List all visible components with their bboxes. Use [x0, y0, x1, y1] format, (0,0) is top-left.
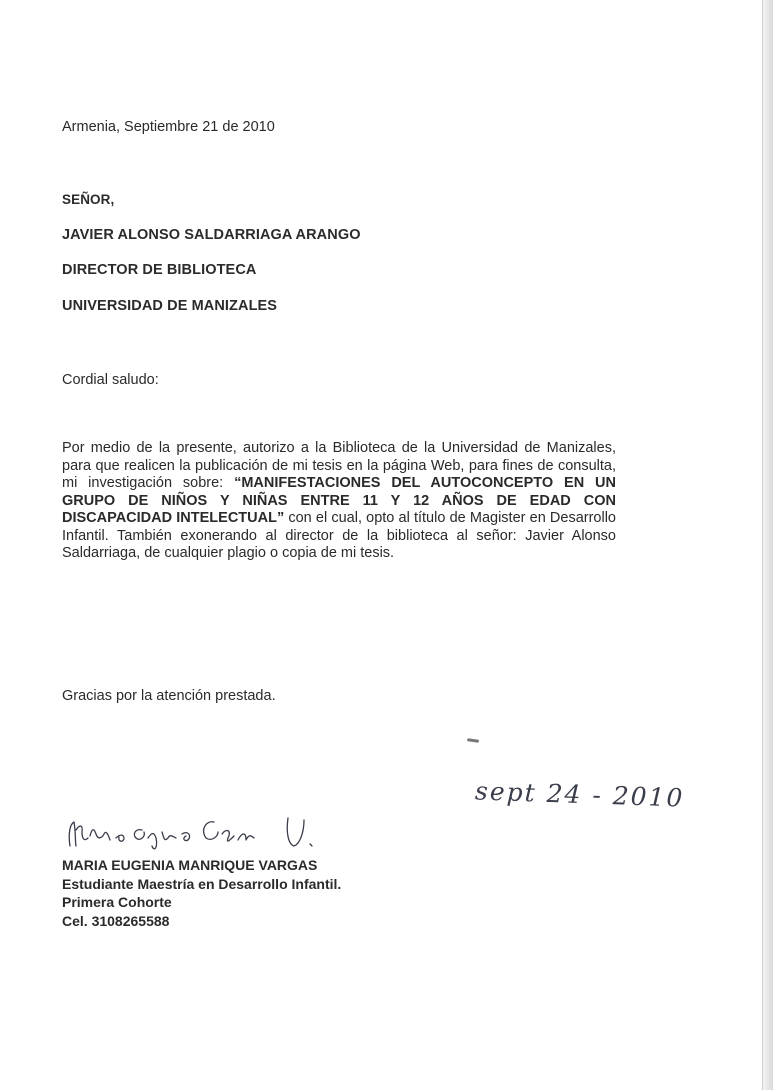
salutation-header: SEÑOR, [62, 192, 115, 207]
thesis-title: “MANIFESTACIONES DEL AUTOCONCEPTO EN UN GRUPO DE NIÑOS Y NIÑAS ENTRE 11 Y 12 AÑOS DE EDAD CON DISCAPACIDAD INTELECTUAL” [62, 475, 616, 526]
body-intro: Por medio de la presente, autorizo a la Biblioteca de la Universidad de Manizales, para que realicen la publicación de mi tesis en la página Web, para fines de consulta, mi investigación sobre: [62, 440, 616, 491]
ink-smudge [467, 738, 479, 743]
letter-body [62, 440, 616, 563]
signature-text: Maria Eugenia Manrique V. [64, 808, 77, 809]
scanned-page-edge [762, 0, 773, 1090]
signature-block [62, 856, 341, 930]
handwritten-date: sept 24 - 2010 [474, 776, 685, 813]
signer-cohort: Primera Cohorte [62, 894, 172, 910]
signer-phone: Cel. 3108265588 [62, 912, 170, 929]
handwritten-signature [64, 808, 324, 858]
letter-date: Armenia, Septiembre 21 de 2010 [62, 119, 275, 135]
recipient-name: JAVIER ALONSO SALDARRIAGA ARANGO [62, 227, 361, 243]
signer-name: MARIA EUGENIA MANRIQUE VARGAS [62, 857, 318, 873]
signer-role: Estudiante Maestría en Desarrollo Infantil. [62, 875, 342, 892]
closing-line: Gracias por la atención prestada. [62, 688, 276, 704]
recipient-title: DIRECTOR DE BIBLIOTECA [62, 262, 257, 278]
greeting: Cordial saludo: [62, 372, 159, 388]
recipient-organization: UNIVERSIDAD DE MANIZALES [62, 298, 278, 314]
body-rest: con el cual, opto al título de Magister en Desarrollo Infantil. También exonerando al director de la biblioteca al señor: Javier Alonso Saldarriaga, de cualquier plagio o copia de mi tesis. [62, 510, 616, 561]
